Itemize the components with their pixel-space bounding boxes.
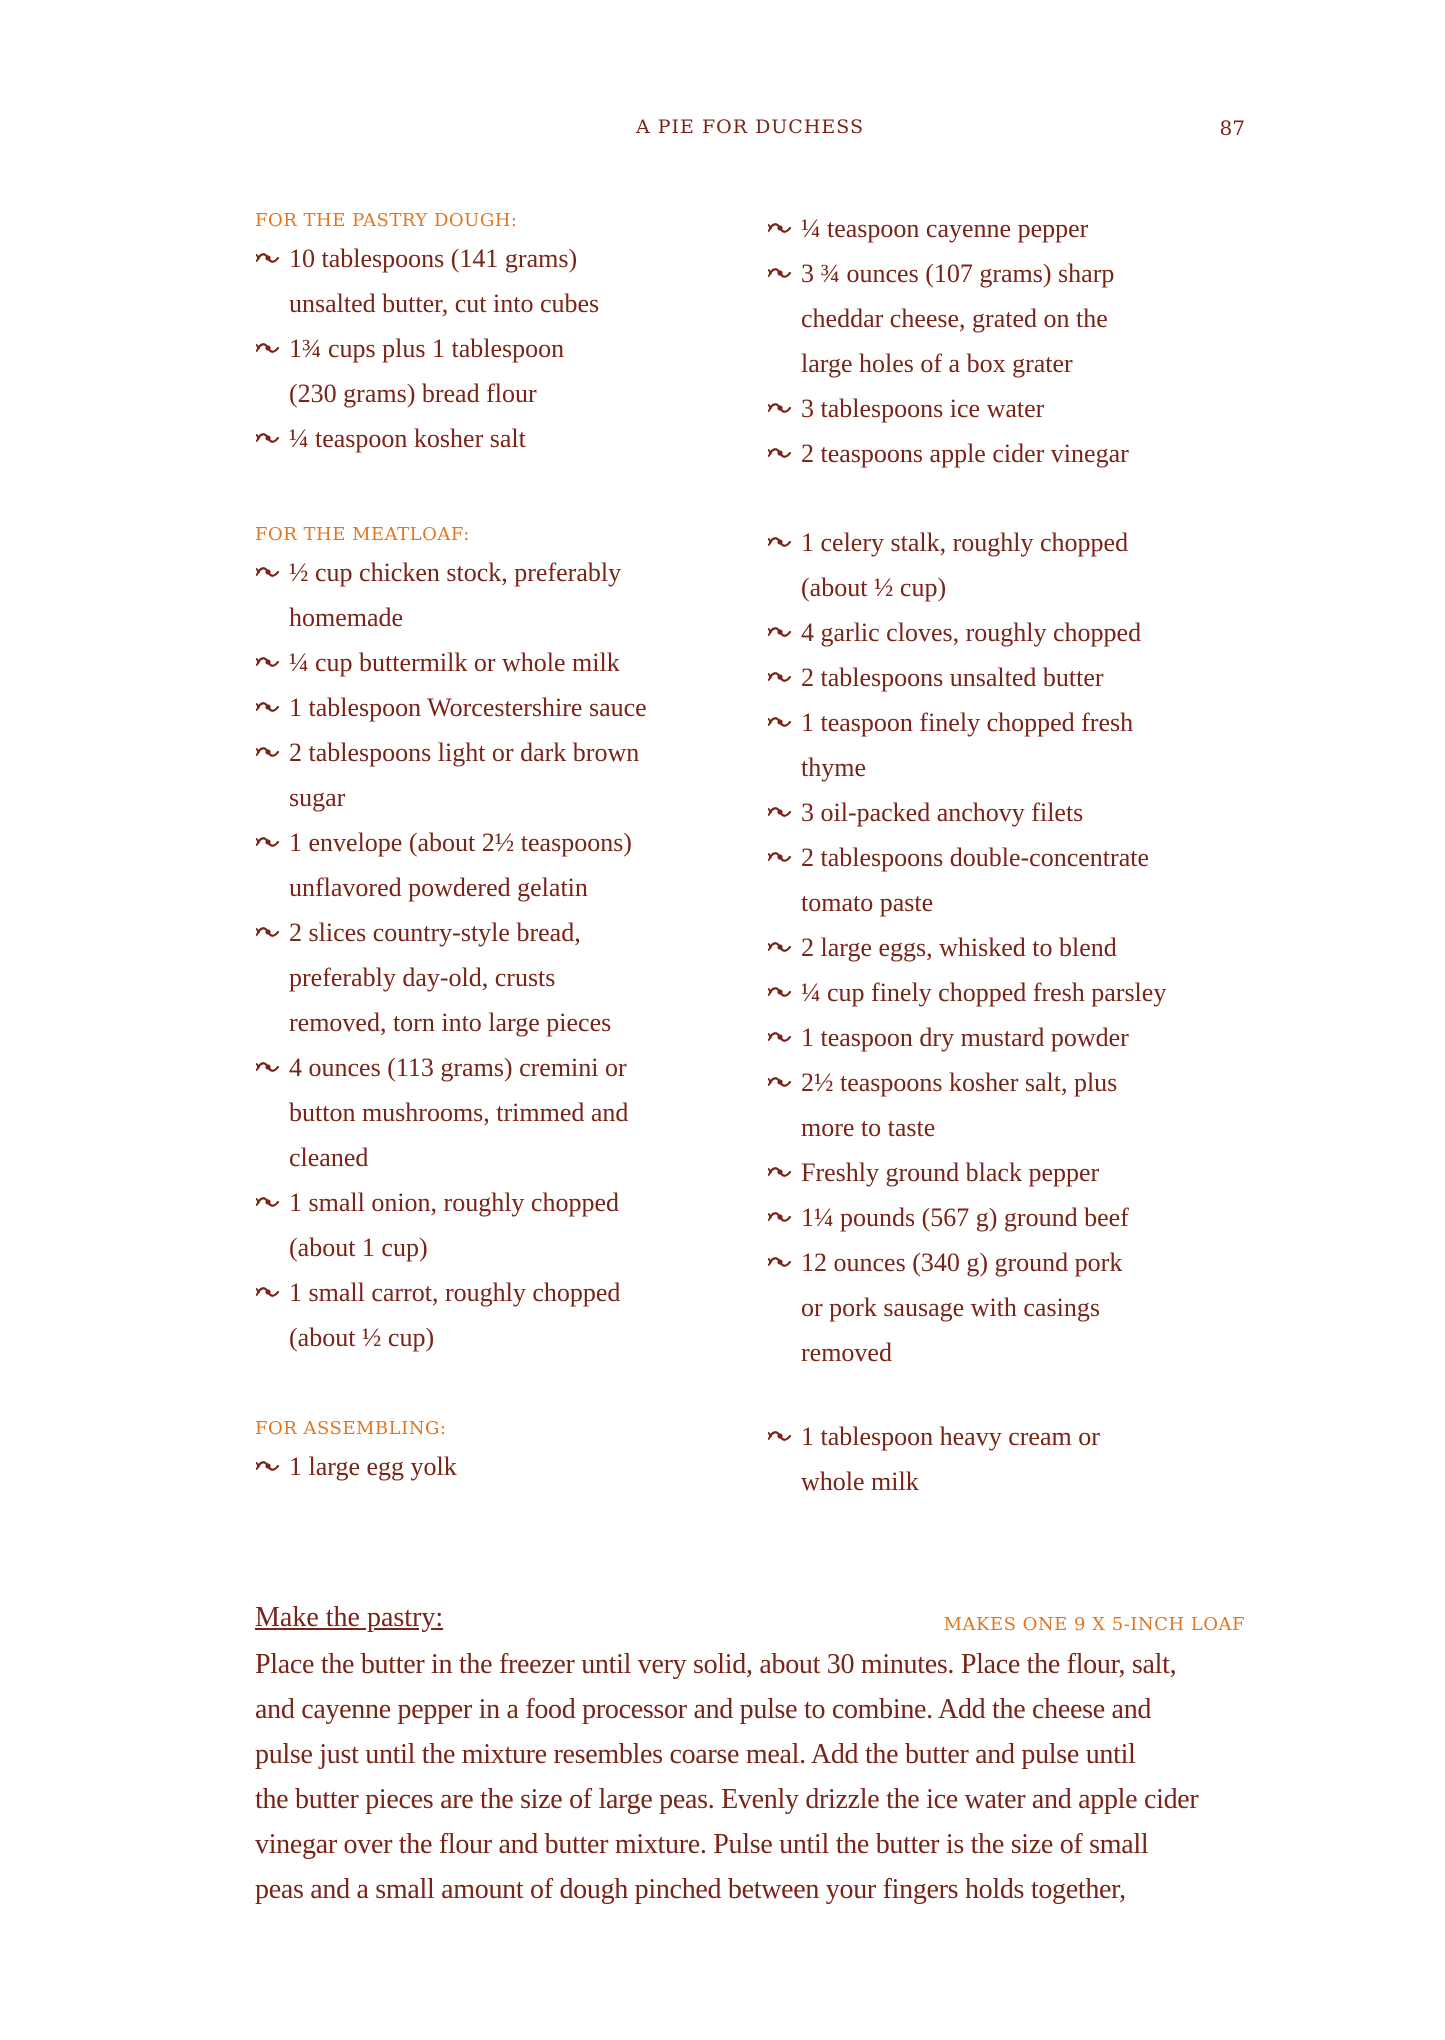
leaf-bullet-icon	[767, 835, 793, 880]
leaf-bullet-icon	[255, 730, 281, 775]
ingredient-text: thyme	[801, 753, 866, 782]
leaf-bullet-icon	[255, 1444, 281, 1489]
ingredient-text: 1 teaspoon finely chopped fresh	[801, 708, 1134, 737]
ingredient-text: (230 grams) bread flour	[289, 379, 537, 408]
ingredient-text: more to taste	[801, 1113, 936, 1142]
ingredient-text: 2 tablespoons double-concentrate	[801, 843, 1149, 872]
leaf-bullet-icon	[767, 1240, 793, 1285]
ingredient-text: 1¼ pounds (567 g) ground beef	[801, 1203, 1129, 1232]
ingredient-text: 2 teaspoons apple cider vinegar	[801, 439, 1129, 468]
meatloaf-section	[255, 520, 1245, 1380]
ingredient-item	[255, 236, 735, 326]
ingredient-text: whole milk	[801, 1467, 919, 1496]
ingredient-text: 1 small carrot, roughly chopped	[289, 1278, 621, 1307]
leaf-bullet-icon	[255, 640, 281, 685]
pastry-right-column	[767, 206, 1247, 476]
ingredient-list	[255, 236, 735, 461]
leaf-bullet-icon	[767, 206, 793, 251]
ingredient-text: ¼ teaspoon cayenne pepper	[801, 214, 1089, 243]
ingredient-item	[767, 206, 1247, 251]
ingredient-text: 2 large eggs, whisked to blend	[801, 933, 1117, 962]
ingredient-item	[255, 1180, 735, 1270]
ingredient-item	[767, 970, 1247, 1015]
ingredient-text: removed	[801, 1338, 892, 1367]
ingredient-list	[767, 1414, 1247, 1504]
running-title: A PIE FOR DUCHESS	[636, 116, 864, 138]
ingredient-text: Freshly ground black pepper	[801, 1158, 1100, 1187]
leaf-bullet-icon	[767, 1015, 793, 1060]
ingredient-item	[767, 700, 1247, 790]
leaf-bullet-icon	[767, 1060, 793, 1105]
ingredient-text: 10 tablespoons (141 grams)	[289, 244, 578, 273]
leaf-bullet-icon	[767, 700, 793, 745]
leaf-bullet-icon	[767, 251, 793, 296]
paragraph-line: peas and a small amount of dough pinched between your fingers holds together,	[255, 1874, 1126, 1905]
paragraph-line: and cayenne pepper in a food processor and pulse to combine. Add the cheese and	[255, 1694, 1152, 1725]
paragraph-line: pulse just until the mixture resembles coarse meal. Add the butter and pulse until	[255, 1739, 1136, 1770]
leaf-bullet-icon	[255, 1270, 281, 1315]
ingredient-text: tomato paste	[801, 888, 934, 917]
ingredient-text: (about ½ cup)	[289, 1323, 435, 1352]
leaf-bullet-icon	[767, 1414, 793, 1459]
leaf-bullet-icon	[255, 416, 281, 461]
ingredient-text: 1¾ cups plus 1 tablespoon	[289, 334, 565, 363]
ingredient-text: ¼ teaspoon kosher salt	[289, 424, 526, 453]
section-label: FOR ASSEMBLING:	[255, 1418, 447, 1439]
ingredient-item	[255, 326, 735, 416]
running-header	[255, 116, 1245, 146]
ingredient-text: unflavored powdered gelatin	[289, 873, 588, 902]
ingredient-text: 1 envelope (about 2½ teaspoons)	[289, 828, 632, 857]
ingredient-text: 12 ounces (340 g) ground pork	[801, 1248, 1123, 1277]
ingredient-item	[767, 1240, 1247, 1375]
ingredient-item	[767, 835, 1247, 925]
ingredient-item	[255, 1045, 735, 1180]
ingredient-item	[767, 1150, 1247, 1195]
ingredient-list	[767, 520, 1247, 1375]
leaf-bullet-icon	[767, 970, 793, 1015]
yield-note: MAKES ONE 9 X 5-INCH LOAF	[943, 1614, 1245, 1635]
ingredient-item	[767, 790, 1247, 835]
ingredient-text: (about 1 cup)	[289, 1233, 428, 1262]
pastry-dough-section	[255, 206, 1245, 476]
ingredient-text: ¼ cup finely chopped fresh parsley	[801, 978, 1167, 1007]
ingredient-text: cleaned	[289, 1143, 369, 1172]
leaf-bullet-icon	[767, 790, 793, 835]
ingredient-text: 1 teaspoon dry mustard powder	[801, 1023, 1129, 1052]
meatloaf-left-column	[255, 520, 735, 1360]
ingredient-item	[255, 640, 735, 685]
ingredient-item	[767, 520, 1247, 610]
ingredient-item	[767, 1015, 1247, 1060]
leaf-bullet-icon	[255, 550, 281, 595]
ingredient-text: (about ½ cup)	[801, 573, 947, 602]
ingredient-text: ¼ cup buttermilk or whole milk	[289, 648, 620, 677]
ingredient-item	[767, 610, 1247, 655]
ingredient-item	[767, 431, 1247, 476]
ingredient-text: 3 oil-packed anchovy filets	[801, 798, 1084, 827]
leaf-bullet-icon	[767, 655, 793, 700]
ingredient-text: cheddar cheese, grated on the	[801, 304, 1108, 333]
leaf-bullet-icon	[255, 685, 281, 730]
ingredient-item	[767, 1195, 1247, 1240]
ingredient-text: ½ cup chicken stock, preferably	[289, 558, 622, 587]
leaf-bullet-icon	[767, 925, 793, 970]
leaf-bullet-icon	[255, 1045, 281, 1090]
ingredient-list	[255, 1444, 735, 1489]
ingredient-item	[767, 655, 1247, 700]
section-label: FOR THE MEATLOAF:	[255, 524, 470, 545]
ingredient-item	[255, 685, 735, 730]
leaf-bullet-icon	[255, 1180, 281, 1225]
ingredient-item	[255, 910, 735, 1045]
ingredient-text: 1 tablespoon Worcestershire sauce	[289, 693, 647, 722]
ingredient-item	[767, 386, 1247, 431]
ingredient-text: 1 celery stalk, roughly chopped	[801, 528, 1129, 557]
leaf-bullet-icon	[767, 1195, 793, 1240]
ingredient-text: 1 large egg yolk	[289, 1452, 457, 1481]
ingredient-text: 2 slices country-style bread,	[289, 918, 581, 947]
leaf-bullet-icon	[255, 910, 281, 955]
leaf-bullet-icon	[767, 520, 793, 565]
ingredient-text: 4 ounces (113 grams) cremini or	[289, 1053, 627, 1082]
pastry-left-column	[255, 206, 735, 461]
ingredient-item	[255, 730, 735, 820]
assembling-left-column	[255, 1414, 735, 1489]
ingredient-text: homemade	[289, 603, 404, 632]
ingredient-item	[767, 925, 1247, 970]
ingredient-list	[767, 206, 1247, 476]
assembling-right-column	[767, 1414, 1247, 1504]
ingredient-text: button mushrooms, trimmed and	[289, 1098, 629, 1127]
ingredient-item	[255, 550, 735, 640]
ingredient-text: removed, torn into large pieces	[289, 1008, 612, 1037]
ingredient-text: 2½ teaspoons kosher salt, plus	[801, 1068, 1118, 1097]
assembling-section	[255, 1414, 1245, 1534]
ingredient-text: or pork sausage with casings	[801, 1293, 1100, 1322]
leaf-bullet-icon	[767, 610, 793, 655]
ingredient-text: 4 garlic cloves, roughly chopped	[801, 618, 1142, 647]
method-subhead: Make the pastry:	[255, 1602, 444, 1633]
leaf-bullet-icon	[255, 326, 281, 371]
paragraph-line: Place the butter in the freezer until very solid, about 30 minutes. Place the flour, salt,	[255, 1649, 1177, 1680]
leaf-bullet-icon	[255, 820, 281, 865]
ingredient-text: unsalted butter, cut into cubes	[289, 289, 600, 318]
ingredient-item	[255, 1270, 735, 1360]
ingredient-text: large holes of a box grater	[801, 349, 1073, 378]
ingredient-item	[767, 1060, 1247, 1150]
method-paragraph	[255, 1642, 1245, 1912]
leaf-bullet-icon	[255, 236, 281, 281]
ingredient-text: 3 ¾ ounces (107 grams) sharp	[801, 259, 1115, 288]
page-number: 87	[1219, 116, 1245, 140]
ingredient-item	[767, 251, 1247, 386]
meatloaf-right-column	[767, 520, 1247, 1375]
ingredient-item	[255, 820, 735, 910]
leaf-bullet-icon	[767, 386, 793, 431]
ingredient-text: 2 tablespoons light or dark brown	[289, 738, 640, 767]
section-label: FOR THE PASTRY DOUGH:	[255, 210, 518, 231]
ingredient-text: 3 tablespoons ice water	[801, 394, 1045, 423]
ingredient-item	[255, 1444, 735, 1489]
ingredient-item	[767, 1414, 1247, 1504]
ingredient-list	[255, 550, 735, 1360]
ingredient-text: preferably day-old, crusts	[289, 963, 556, 992]
ingredient-text: 2 tablespoons unsalted butter	[801, 663, 1104, 692]
leaf-bullet-icon	[767, 431, 793, 476]
paragraph-line: the butter pieces are the size of large peas. Evenly drizzle the ice water and apple cider	[255, 1784, 1199, 1815]
ingredient-item	[255, 416, 735, 461]
ingredient-text: 1 tablespoon heavy cream or	[801, 1422, 1100, 1451]
ingredient-text: sugar	[289, 783, 346, 812]
ingredient-text: 1 small onion, roughly chopped	[289, 1188, 620, 1217]
paragraph-line: vinegar over the flour and butter mixture. Pulse until the butter is the size of small	[255, 1829, 1149, 1860]
leaf-bullet-icon	[767, 1150, 793, 1195]
